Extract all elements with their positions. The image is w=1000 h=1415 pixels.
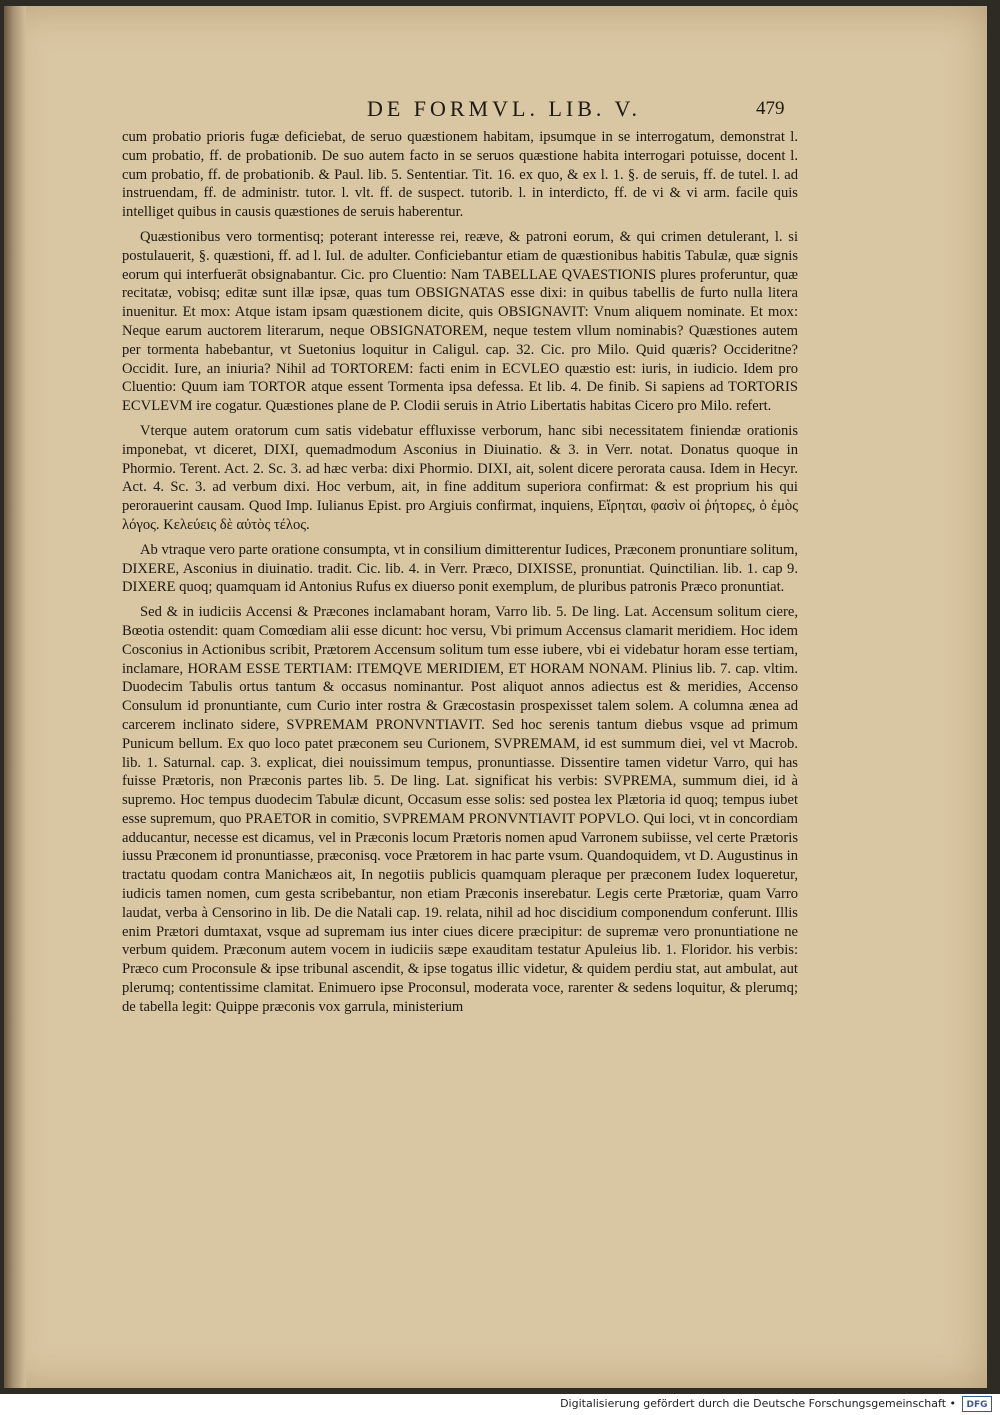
paragraph: Vterque autem oratorum cum satis videbatur effluxisse verborum, hanc sibi necessitatem finiendæ orationis imponebat, vt diceret, DIXI, quemadmodum Asconius in Diuinatio. & 3. in Verr. notat. Donatus quoque in Phormio. Terent. Act. 2. Sc. 3. ad hæc verba: dixi Phormio. DIXI, ait, solent dicere perorata causa. Idem in Hecyr. Act. 4. Sc. 3. ad verbum dixi. Hoc verbum, ait, in fine additum superiora confirmat: & est proprium his qui perorauerint causam. Quod Imp. Iulianus Epist. pro Argiuis confirmat, inquiens, Εἴρηται, φασὶν οἱ ῥήτορες, ὁ ἐμὸς λόγος. Κελεύεις δὲ αὐτὸς τέλος.: [122, 422, 798, 533]
footer-bar: [0, 1394, 1000, 1415]
page-number: 479: [756, 98, 785, 119]
paragraph: Quæstionibus vero tormentisq; poterant interesse rei, reæve, & patroni eorum, & qui crimen detulerant, l. si postulauerit, §. quæstioni, ff. ad l. Iul. de adulter. Conficiebantur etiam de quæstionibus habitis Tabulæ, quæ signis eorum qui interfuerāt obsignabantur. Cic. pro Cluentio: Nam TABELLAE QVAESTIONIS plures proferuntur, quæ recitatæ, vobisq; editæ sunt illæ ipsæ, quas tum OBSIGNATAS esse dixi: in quibus tabellis de furto nulla litera inuenitur. Et mox: Atque istam ipsam quæstionem dicite, quis OBSIGNAVIT: Vnum aliquem nominate. Et mox: Neque earum auctorem literarum, neque OBSIGNATOREM, neque testem vllum nominabis? Quæstiones autem per tormenta habebantur, vt Suetonius loquitur in Caligul. cap. 32. Cic. pro Milo. Quid quæris? Occideritne? Occidit. Iure, an iniuria? Nihil ad TORTOREM: facti enim in ECVLEO quæstio est: iuris, in iudicio. Idem pro Cluentio: Quum iam TORTOR atque essent Tormenta ipsa defessa. Et lib. 4. De finib. Si sapiens ad TORTORIS ECVLEVM ire cogatur. Quæstiones plane de P. Clodii seruis in Atrio Libertatis habitas Cicero pro Milo. refert.: [122, 228, 798, 415]
running-head: DE FORMVL. LIB. V.: [366, 96, 642, 121]
paragraph: Sed & in iudiciis Accensi & Præcones inclamabant horam, Varro lib. 5. De ling. Lat. Accensum solitum ciere, Bœotia ostendit: quam Comœdiam alii esse dicunt: hoc versu, Vbi primum Accensus clamarit meridiem. Hoc idem Cosconius in Actionibus scribit, Prætorem Accensum solitum tum esse iubere, vbi ei videbatur horam esse tertiam, inclamare, HORAM ESSE TERTIAM: ITEMQVE MERIDIEM, ET HORAM NONAM. Plinius lib. 7. cap. vltim. Duodecim Tabulis ortus tantum & occasus nominantur. Post aliquot annos adiectus est & meridies, Accenso Consulum id pronuntiante, cum Curio inter rostra & Græcostasin prospexisset talem solem. A columna ænea ad carcerem inclinato sidere, SVPREMAM PRONVNTIAVIT. Sed hoc serenis tantum diebus vsque ad primum Punicum bellum. Ex quo loco patet præconem seu Curionem, SVPREMAM, id est summum diei, vel vt Macrob. lib. 1. Saturnal. cap. 3. explicat, diei nouissimum tempus, pronuntiasse. Dissentire tamen videtur Varro, qui has fuisse Prætoris, non Præconis partes lib. 5. De ling. Lat. significat his verbis: SVPREMA, summum diei, id à supremo. Hoc tempus duodecim Tabulæ dicunt, Occasum esse solis: sed postea lex Plætoria id quoq; tempus iubet esse supremum, quo PRAETOR in comitio, SVPREMAM PRONVNTIAVIT POPVLO. Qui loci, vt in concordiam adducantur, necesse est dicamus, vel in Præconis locum Prætoris nomen apud Varronem subiisse, vel certe Prætoris iussu Præconem id pronuntiasse, præconisq. voce Prætorem in hac parte vsum. Quandoquidem, vt D. Augustinus in tractatu quodam contra Manichæos ait, In negotiis publicis quamquam pleraque per præconem Iudex loqueretur, iudicis tamen nomen, cum gesta scribebantur, non etiam Præconis inserebatur. Legis certe Prætoriæ, quam Varro laudat, verba à Censorino in lib. De die Natali cap. 19. relata, nihil ad hoc discidium componendum conferunt. Illis enim Prætori dumtaxat, vsque ad supremam ius inter ciues dicere præcipitur: de supremæ vero pronuntiatione ne verbum quidem. Præconum autem vocem in iudiciis sæpe exauditam testatur Apuleius lib. 1. Floridor. his verbis: Præco cum Proconsule & ipse tribunal ascendit, & ipse togatus illic videtur, & quidem perdiu stat, aut ambulat, aut plerumq; contentissime clamitat. Enimuero ipse Proconsul, moderata voce, rarenter & sedens loquitur, & plerumq; de tabella legit: Quippe præconis vox garrula, ministerium: [122, 604, 798, 1015]
body-text: [122, 128, 798, 1023]
dfg-logo: DFG: [962, 1396, 992, 1412]
footer-credit: Digitalisierung gefördert durch die Deutsche Forschungsgemeinschaft •: [560, 1397, 956, 1410]
page-gutter: [4, 6, 26, 1388]
paragraph: cum probatio prioris fugæ deficiebat, de seruo quæstionem habitam, ipsumque in se interrogatum, demonstrat l. cum probatio, ff. de probationib. De suo autem facto in se seruos quæstione habita interrogari potuisse, docent l. cum probatio, ff. de probationib. & Paul. lib. 5. Sententiar. Tit. 16. ex quo, & ex l. 1. §. de seruis, ff. de tutel. l. ad instruendam, ff. de administr. tutor. l. vlt. ff. de suspect. tutorib. l. in interdicto, ff. de vi & vi arm. facile quis intelliget quibus in causis quæstiones de seruis haberentur.: [122, 129, 798, 221]
paragraph: Ab vtraque vero parte oratione consumpta, vt in consilium dimitterentur Iudices, Præconem pronuntiare solitum, DIXERE, Asconius in diuinatio. tradit. Cic. lib. 4. in Verr. Præco, DIXISSE, pronuntiat. Quinctilian. lib. 1. cap 9. DIXERE quoq; quamquam id Antonius Rufus ex diuerso ponit exemplum, de pluribus patronis Præco pronuntiat.: [122, 541, 798, 596]
book-page: [4, 6, 987, 1388]
